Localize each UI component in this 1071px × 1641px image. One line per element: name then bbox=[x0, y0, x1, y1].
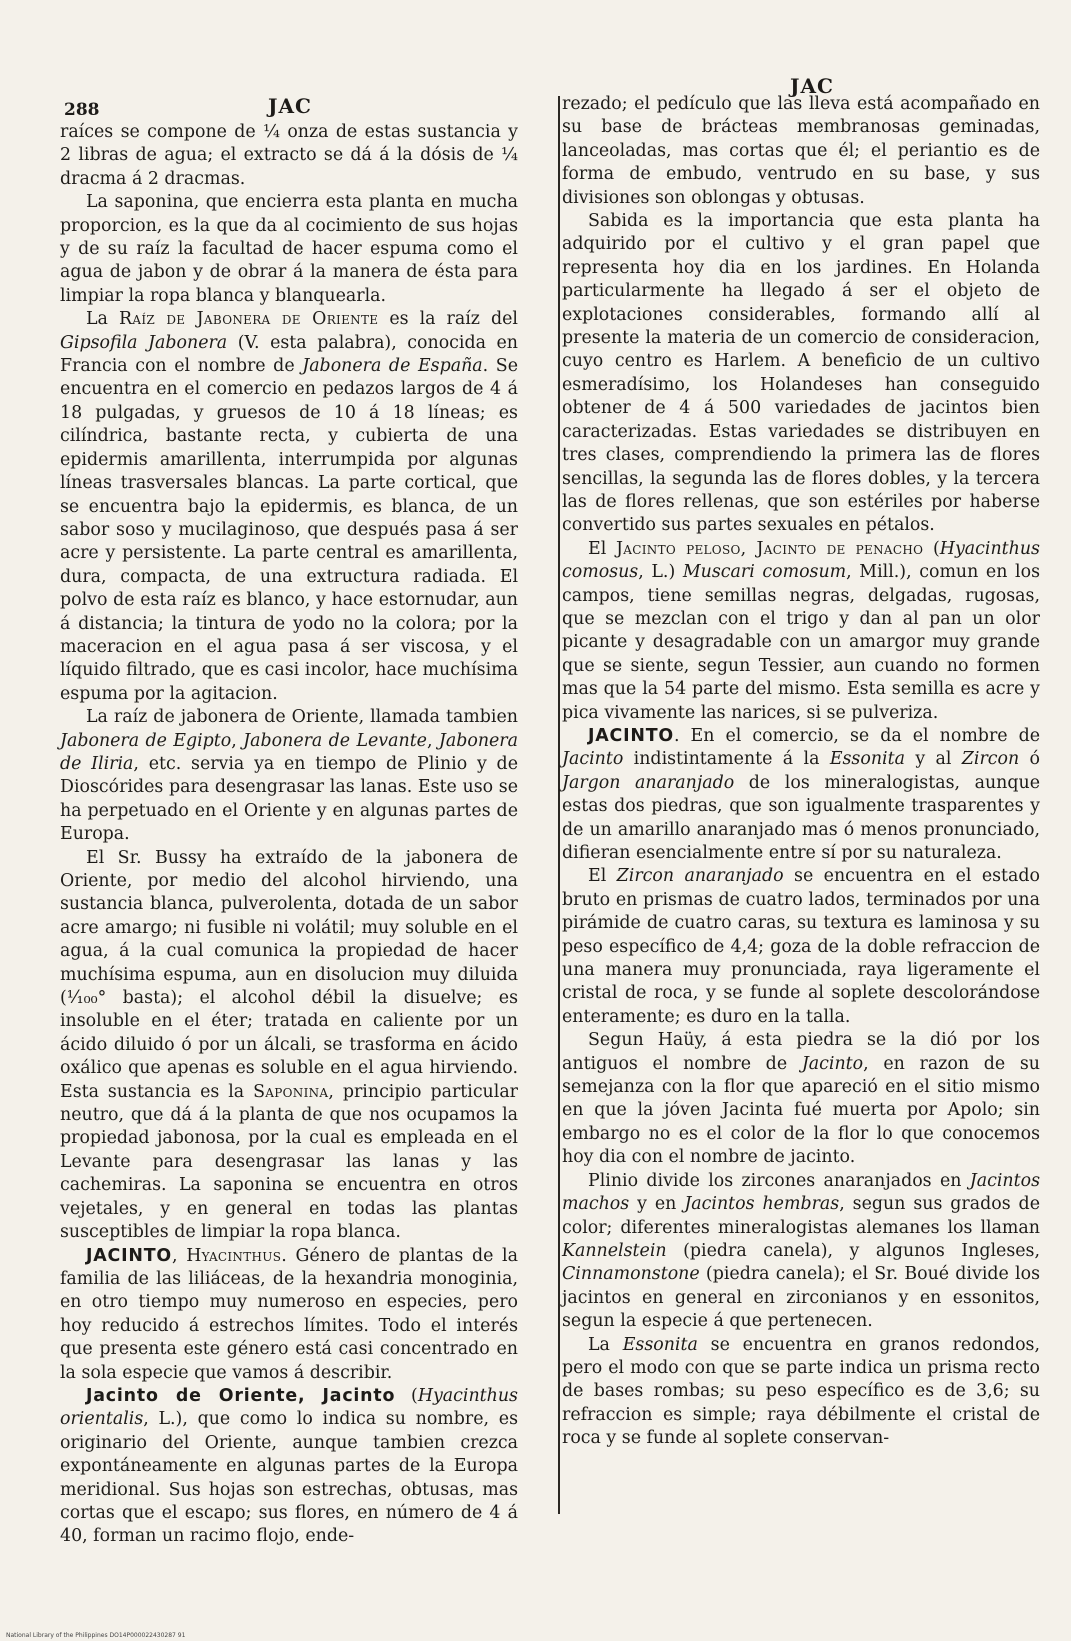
page-number: 288 bbox=[64, 100, 100, 120]
paragraph: Segun Haüy, á esta piedra se la dió por los antiguos el nombre de Jacinto, en razon de su semejanza con la flor que apareció en el sitio mismo en que la jóven Jacinta fué muerta por Apolo; sin embargo no es el color de la flor lo que conocemos hoy dia con el nombre de jacinto. bbox=[562, 1030, 1040, 1168]
paragraph: La saponina, que encierra esta planta en mucha proporcion, es la que da al cocimiento de sus hojas y de su raíz la facultad de hacer espuma como el agua de jabon y de obrar á la manera de ésta para limpiar la ropa blanca y blanquearla. bbox=[60, 192, 518, 306]
paragraph: rezado; el pedículo que las lleva está acompañado en su base de brácteas membranosas geminadas, lanceoladas, mas cortas que él; el periantio es de forma de embudo, ventrudo en su base, y sus divisiones son oblongas y obtusas. bbox=[562, 94, 1040, 208]
column-divider bbox=[558, 96, 560, 1514]
running-head-left: JAC bbox=[268, 94, 312, 118]
paragraph: La Raíz de Jabonera de Oriente es la raíz del Gipsofila Jabonera (V. esta palabra), conocida en Francia con el nombre de Jabonera de España. Se encuentra en el comercio en pedazos largos de 4 á 18 pulgadas, y gruesos de 10 á 18 líneas; es cilíndrica, bastante recta, y cubierta de una epidermis amarillenta, interrumpida por algunas líneas trasversales blancas. La parte cortical, que se encuentra bajo la epidermis, es blanca, de un sabor soso y mucilaginoso, que después pasa á ser acre y persistente. La parte central es amarillenta, dura, compacta, de una extructura radiada. El polvo de esta raíz es blanco, y hace estornudar, aun á distancia; la tintura de yodo no la colora; por la maceracion en el agua pasa á ser viscosa, y el líquido filtrado, que es casi incolor, hace muchísima espuma por la agitacion. bbox=[60, 309, 518, 704]
entry-headword: JACINTO bbox=[588, 725, 674, 746]
paragraph: La raíz de jabonera de Oriente, llamada tambien Jabonera de Egipto, Jabonera de Levante, Jabonera de Iliria, etc. servia ya en tiempo de Plinio y de Dioscórides para desengrasar las lanas. Este uso se ha perpetuado en el Oriente y en algunas partes de Europa. bbox=[60, 707, 518, 845]
paragraph: La Essonita se encuentra en granos redondos, pero el modo con que se parte indica un prisma recto de bases rombas; su peso específico es de 3,6; su refraccion es simple; raya débilmente el cristal de roca y se funde al soplete conservan- bbox=[562, 1334, 1040, 1449]
entry-jacinto-de-oriente: Jacinto de Oriente, Jacinto (Hyacinthus orientalis, L.), que como lo indica su nombre, es originario del Oriente, aunque tambien crezca expontáneamente en algunas partes de la Europa meridional. Sus hojas son estrechas, obtusas, mas cortas que el escapo; sus flores, en número de 4 á 40, forman un racimo flojo, ende- bbox=[60, 1385, 518, 1547]
paragraph: Sabida es la importancia que esta planta ha adquirido por el cultivo y el gran papel que representa hoy dia en los jardines. En Holanda particularmente ha llegado á ser el objeto de explotaciones considerables, formando allí al presente la materia de un comercio de consideracion, cuyo centro es Harlem. A beneficio de un cultivo esmeradísimo, los Holandeses han conseguido obtener de 4 á 500 variedades de jacintos bien caracterizadas. Estas variedades se distribuyen en tres clases, comprendiendo la primera las de flores sencillas, la segunda las de flores dobles, y la tercera las de flores rellenas, que son estériles por haberse convertido sus partes sexuales en pétalos. bbox=[562, 211, 1040, 536]
paragraph: El Zircon anaranjado se encuentra en el estado bruto en prismas de cuatro lados, terminados por una pirámide de cuatro caras, su textura es laminosa y su peso específico de 4,4; goza de la doble refraccion de una manera muy pronunciada, raya ligeramente el cristal de roca, y se funde al soplete descolorándose enteramente; es duro en la talla. bbox=[562, 866, 1040, 1027]
entry-headword: JACINTO bbox=[86, 1245, 172, 1266]
left-column bbox=[60, 121, 518, 1549]
entry-jacinto: JACINTO, Hyacinthus. Género de plantas de la familia de las liliáceas, de la hexandria monoginia, en otro tiempo muy numeroso en especies, pero hoy reducido á estrechos límites. Todo el interés que presenta este género está casi concentrado en la sola especie que vamos á describir. bbox=[60, 1245, 518, 1383]
paragraph: El Jacinto peloso, Jacinto de penacho (Hyacinthus comosus, L.) Muscari comosum, Mill.), comun en los campos, tiene semillas negras, delgadas, rugosas, que se mezclan con el trigo y dan al pan un olor picante y desagradable con un amargor muy grande que se siente, segun Tessier, aun cuando no formen mas que la 54 parte del mismo. Esta semilla es acre y pica vivamente las narices, si se pulveriza. bbox=[562, 538, 1040, 723]
running-head-right: JAC bbox=[790, 74, 834, 98]
paragraph: raíces se compone de ¼ onza de estas sustancia y 2 libras de agua; el extracto se dá á la dósis de ¼ dracma á 2 dracmas. bbox=[60, 122, 518, 189]
scan-credit: National Library of the Philippines DO14P000022430287 91 bbox=[6, 1632, 186, 1639]
paragraph: Plinio divide los zircones anaranjados en Jacintos machos y en Jacintos hembras, segun sus grados de color; diferentes mineralogistas alemanes los llaman Kannelstein (piedra canela), y algunos Ingleses, Cinnamonstone (piedra canela); el Sr. Boué divide los jacintos en general en zirconianos y en essonitos, segun la especie á que pertenecen. bbox=[562, 1170, 1040, 1332]
right-column bbox=[562, 93, 1040, 1451]
entry-jacinto-mineral: JACINTO. En el comercio, se da el nombre de Jacinto indistintamente á la Essonita y al Zircon ó Jargon anaranjado de los mineralogistas, aunque estas dos piedras, que son igualmente trasparentes y de un amarillo anaranjado mas ó menos pronunciado, difieran esencialmente entre sí por su naturaleza. bbox=[562, 725, 1041, 863]
entry-headword: Jacinto de Oriente, Jacinto bbox=[86, 1385, 396, 1406]
paragraph: El Sr. Bussy ha extraído de la jabonera de Oriente, por medio del alcohol hirviendo, una sustancia blanca, pulverolenta, dotada de un sabor acre amargo; ni fusible ni volátil; muy soluble en el agua, á la cual comunica la propiedad de hacer muchísima espuma, aun en disolucion muy diluida (¹⁄₁₀₀° basta); el alcohol débil la disuelve; es insoluble en el éter; tratada en caliente por un ácido diluido ó por un álcali, se trasforma en ácido oxálico que apenas es soluble en el agua hirviendo. Esta sustancia es la Saponina, principio particular neutro, que dá á la planta de que nos ocupamos la propiedad jabonosa, por la cual es empleada en el Levante para desengrasar las lanas y las cachemiras. La saponina se encuentra en otros vejetales, y en general en todas las plantas susceptibles de limpiar la ropa blanca. bbox=[60, 847, 518, 1243]
